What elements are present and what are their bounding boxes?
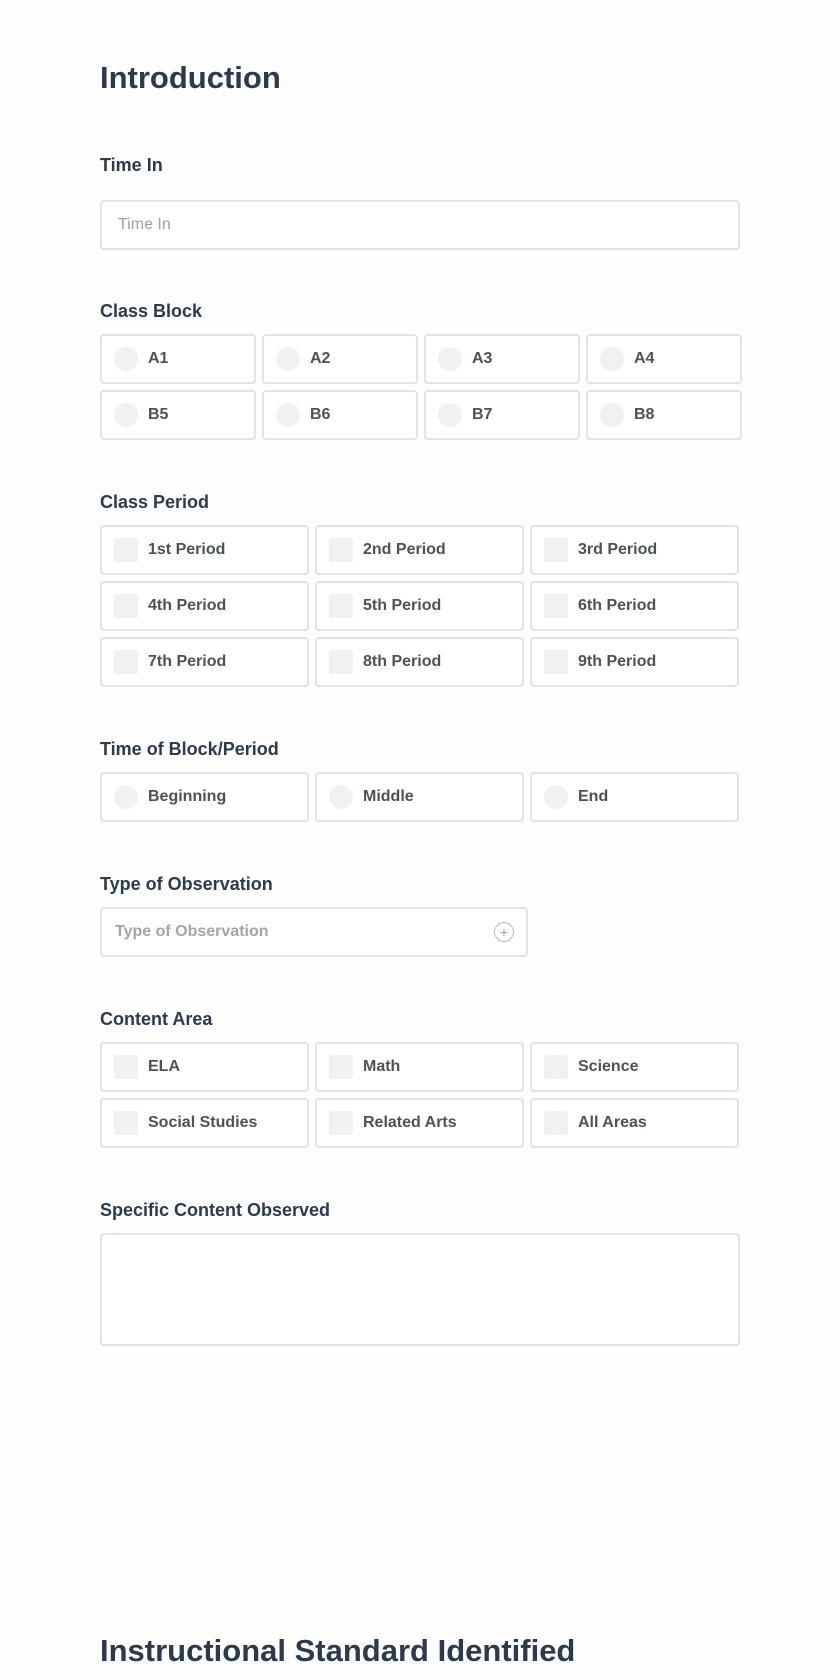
introduction-heading: Introduction — [100, 60, 281, 95]
class-period-option-7th[interactable]: 7th Period — [100, 637, 309, 687]
class-block-option-a1[interactable]: A1 — [100, 334, 256, 384]
class-block-options — [100, 334, 742, 440]
content-area-option-math[interactable]: Math — [315, 1042, 524, 1092]
time-of-block-option-beginning[interactable]: Beginning — [100, 772, 309, 822]
content-area-option-ela[interactable]: ELA — [100, 1042, 309, 1092]
content-area-options — [100, 1042, 739, 1148]
plus-circle-icon[interactable]: + — [494, 922, 514, 942]
time-of-block-option-middle[interactable]: Middle — [315, 772, 524, 822]
instructional-standard-heading: Instructional Standard Identified — [100, 1633, 576, 1668]
radio-icon — [114, 785, 138, 809]
class-period-option-5th[interactable]: 5th Period — [315, 581, 524, 631]
observation-type-placeholder: Type of Observation — [115, 923, 269, 940]
class-period-options — [100, 525, 739, 687]
checkbox-icon — [329, 1055, 353, 1079]
class-period-option-4th[interactable]: 4th Period — [100, 581, 309, 631]
time-in-label: Time In — [100, 155, 163, 175]
checkbox-icon — [329, 538, 353, 562]
specific-content-label: Specific Content Observed — [100, 1200, 331, 1220]
class-period-option-2nd[interactable]: 2nd Period — [315, 525, 524, 575]
checkbox-icon — [114, 1055, 138, 1079]
content-area-option-all-areas[interactable]: All Areas — [530, 1098, 739, 1148]
observation-type-label: Type of Observation — [100, 874, 273, 894]
time-of-block-option-end[interactable]: End — [530, 772, 739, 822]
content-area-option-related-arts[interactable]: Related Arts — [315, 1098, 524, 1148]
class-block-option-b7[interactable]: B7 — [424, 390, 580, 440]
radio-icon — [276, 403, 300, 427]
class-block-label: Class Block — [100, 301, 203, 321]
radio-icon — [600, 347, 624, 371]
checkbox-icon — [544, 1111, 568, 1135]
class-period-option-6th[interactable]: 6th Period — [530, 581, 739, 631]
time-of-block-label: Time of Block/Period — [100, 739, 279, 759]
class-period-option-3rd[interactable]: 3rd Period — [530, 525, 739, 575]
class-period-label: Class Period — [100, 492, 210, 512]
checkbox-icon — [114, 650, 138, 674]
content-area-label: Content Area — [100, 1009, 213, 1029]
observation-type-select[interactable] — [100, 907, 528, 957]
content-area-option-science[interactable]: Science — [530, 1042, 739, 1092]
checkbox-icon — [544, 650, 568, 674]
checkbox-icon — [544, 594, 568, 618]
class-block-option-a4[interactable]: A4 — [586, 334, 742, 384]
checkbox-icon — [544, 538, 568, 562]
checkbox-icon — [329, 650, 353, 674]
checkbox-icon — [114, 1111, 138, 1135]
checkbox-icon — [114, 538, 138, 562]
radio-icon — [114, 403, 138, 427]
class-period-option-1st[interactable]: 1st Period — [100, 525, 309, 575]
radio-icon — [329, 785, 353, 809]
class-period-option-9th[interactable]: 9th Period — [530, 637, 739, 687]
radio-icon — [544, 785, 568, 809]
checkbox-icon — [329, 594, 353, 618]
time-of-block-options — [100, 772, 739, 822]
radio-icon — [438, 403, 462, 427]
radio-icon — [438, 347, 462, 371]
checkbox-icon — [114, 594, 138, 618]
class-block-option-b8[interactable]: B8 — [586, 390, 742, 440]
content-area-option-social-studies[interactable]: Social Studies — [100, 1098, 309, 1148]
radio-icon — [600, 403, 624, 427]
specific-content-textarea[interactable] — [100, 1233, 740, 1346]
class-block-option-a3[interactable]: A3 — [424, 334, 580, 384]
class-period-option-8th[interactable]: 8th Period — [315, 637, 524, 687]
class-block-option-b5[interactable]: B5 — [100, 390, 256, 440]
checkbox-icon — [544, 1055, 568, 1079]
time-in-input[interactable] — [100, 200, 740, 250]
class-block-option-a2[interactable]: A2 — [262, 334, 418, 384]
checkbox-icon — [329, 1111, 353, 1135]
radio-icon — [276, 347, 300, 371]
radio-icon — [114, 347, 138, 371]
class-block-option-b6[interactable]: B6 — [262, 390, 418, 440]
